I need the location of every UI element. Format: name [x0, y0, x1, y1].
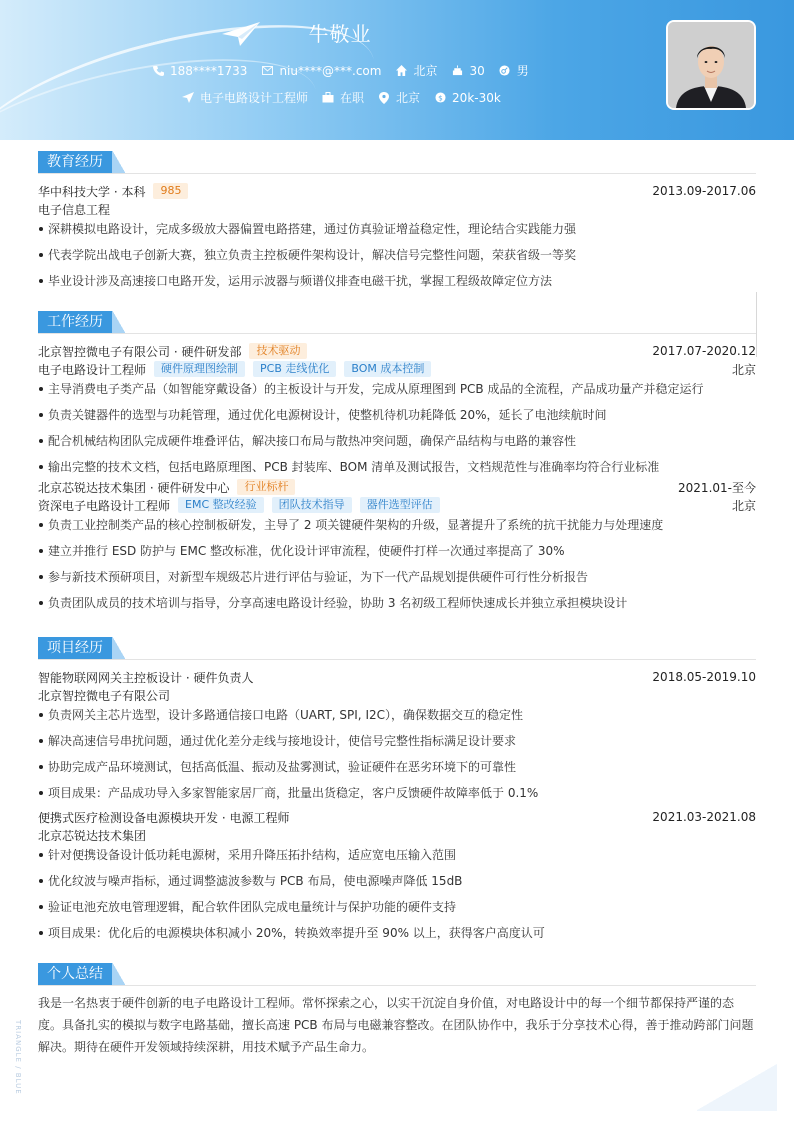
- section-title: 个人总结: [38, 963, 112, 985]
- avatar-portrait: [668, 22, 754, 108]
- project-date: 2018.05-2019.10: [652, 670, 756, 684]
- section-divider: [38, 333, 756, 334]
- list-item: 负责网关主芯片选型，设计多路通信接口电路（UART, SPI, I2C），确保数据交互的稳定性: [38, 704, 756, 730]
- gender-icon: [499, 65, 511, 77]
- expected-city-item: [378, 89, 420, 106]
- skill-tag: 团队技术指导: [272, 497, 352, 513]
- status-item: [322, 89, 364, 106]
- section-title-tail: [112, 963, 126, 985]
- section-divider: [38, 173, 756, 174]
- list-item: 毕业设计涉及高速接口电路开发，运用示波器与频谱仪排查电磁干扰，掌握工程级故障定位方法: [38, 270, 756, 296]
- cake-icon: [451, 65, 463, 77]
- email-text: niu****@***.com: [279, 63, 382, 78]
- job-entry: [38, 342, 756, 478]
- list-item: 解决高速信号串扰问题，通过优化差分走线与接地设计，使信号完整性指标满足设计要求: [38, 730, 756, 756]
- position-title: 电子电路设计工程师: [38, 362, 147, 377]
- section-title: 教育经历: [38, 151, 112, 173]
- list-item: 协助完成产品环境测试，包括高低温、振动及盐雾测试，验证硬件在恶劣环境下的可靠性: [38, 756, 756, 782]
- expected-city-text: 北京: [396, 91, 421, 105]
- summary-text: 我是一名热衷于硬件创新的电子电路设计工程师。常怀探索之心，以实干沉淀自身价值，对电路设计中的每一个细节都保持严谨的态度。具备扎实的模拟与数字电路基础，擅长高速 PCB 布局与电磁兼容整改。在团队协作中，我乐于分享技术心得，善于推动跨部门问题解决。期待在硬件开发领域持续深耕，用技术赋予产品生命力。: [38, 996, 754, 1054]
- list-item: 配合机械结构团队完成硬件堆叠评估，解决接口布局与散热冲突问题，确保产品结构与电路的兼容性: [38, 430, 756, 456]
- project-name: 智能物联网网关主控板设计 · 硬件负责人: [38, 670, 254, 685]
- education-section: [38, 150, 756, 296]
- school-name: 华中科技大学 · 本科: [38, 184, 146, 199]
- company-tag: 技术驱动: [249, 343, 307, 359]
- major: [38, 200, 756, 218]
- project-entry: [38, 808, 756, 948]
- job-location: 北京: [731, 498, 756, 513]
- education-heading: [38, 150, 756, 174]
- project-bullets: [38, 704, 756, 808]
- salary-text: 20k-30k: [452, 90, 501, 105]
- gender-text: 男: [516, 64, 529, 78]
- list-item: 项目成果：优化后的电源模块体积减小 20%，转换效率提升至 90% 以上，获得客户高度认可: [38, 922, 756, 948]
- section-title-tail: [112, 311, 126, 333]
- job-location: 北京: [731, 362, 756, 377]
- project-org: [38, 686, 756, 704]
- age-item: [451, 64, 484, 78]
- company-name: 北京智控微电子有限公司 · 硬件研发部: [38, 344, 242, 359]
- education-bullets: [38, 218, 756, 296]
- phone-icon: [152, 65, 164, 77]
- section-divider: [38, 659, 756, 660]
- briefcase-icon: [322, 92, 334, 104]
- skill-tag: PCB 走线优化: [253, 361, 336, 377]
- job-sub: [38, 360, 756, 378]
- section-title-tail: [112, 637, 126, 659]
- list-item: 参与新技术预研项目，对新型车规级芯片进行评估与验证，为下一代产品规划提供硬件可行性分析报告: [38, 566, 756, 592]
- work-section: [38, 310, 756, 618]
- contact-row: [152, 62, 543, 79]
- mail-icon: [261, 65, 273, 77]
- education-entry-head: [38, 182, 756, 200]
- job-head: [38, 342, 756, 360]
- projects-heading: [38, 636, 756, 660]
- svg-text:$: $: [437, 93, 443, 103]
- job-head: [38, 478, 756, 496]
- list-item: 输出完整的技术文档，包括电路原理图、PCB 封装库、BOM 清单及测试报告，文档规范性与准确率均符合行业标准: [38, 456, 756, 478]
- salary-item: [434, 91, 501, 105]
- location-icon: [378, 92, 390, 104]
- skill-tag: 硬件原理图绘制: [154, 361, 245, 377]
- list-item: 优化纹波与噪声指标，通过调整滤波参数与 PCB 布局，使电源噪声降低 15dB: [38, 870, 756, 896]
- project-head: [38, 668, 756, 686]
- home-icon: [395, 65, 407, 77]
- city-item: [395, 62, 437, 79]
- project-name: 便携式医疗检测设备电源模块开发 · 电源工程师: [38, 810, 290, 825]
- job-intent-row: [182, 89, 515, 106]
- candidate-name: 牛敬业: [308, 22, 372, 46]
- watermark-text: TRIANGLE / BLUE: [14, 1020, 22, 1095]
- project-head: [38, 808, 756, 826]
- email-item: [261, 64, 381, 78]
- city-text: 北京: [413, 64, 438, 78]
- section-title-tail: [112, 151, 126, 173]
- resume-header: [0, 0, 794, 140]
- status-text: 在职: [340, 91, 365, 105]
- job-date: 2017.07-2020.12: [652, 344, 756, 358]
- send-icon: [182, 92, 194, 104]
- list-item: 负责团队成员的技术培训与指导，分享高速电路设计经验，协助 3 名初级工程师快速成长并独立承担模块设计: [38, 592, 756, 618]
- job-bullets: [38, 514, 756, 618]
- project-org-text: 北京智控微电子有限公司: [38, 688, 171, 703]
- list-item: 负责关键器件的选型与功耗管理，通过优化电源树设计，使整机待机功耗降低 20%，延长了电池续航时间: [38, 404, 756, 430]
- position-title: 资深电子电路设计工程师: [38, 498, 171, 513]
- skill-tag: BOM 成本控制: [344, 361, 431, 377]
- project-entry: [38, 668, 756, 808]
- list-item: 项目成果：产品成功导入多家智能家居厂商，批量出货稳定，客户反馈硬件故障率低于 0.1%: [38, 782, 756, 808]
- work-heading: [38, 310, 756, 334]
- projects-section: [38, 636, 756, 948]
- project-org: [38, 826, 756, 844]
- job-title-text: 电子电路设计工程师: [200, 91, 309, 105]
- summary-heading: [38, 962, 756, 986]
- project-org-text: 北京芯锐达技术集团: [38, 828, 147, 843]
- list-item: 验证电池充放电管理逻辑，配合软件团队完成电量统计与保护功能的硬件支持: [38, 896, 756, 922]
- list-item: 建立并推行 ESD 防护与 EMC 整改标准，优化设计评审流程，使硬件打样一次通过率提高了 30%: [38, 540, 756, 566]
- company-tag: 行业标杆: [237, 479, 295, 495]
- project-date: 2021.03-2021.08: [652, 810, 756, 824]
- job-sub: [38, 496, 756, 514]
- phone-text: 188****1733: [170, 63, 248, 78]
- money-icon: [434, 92, 446, 104]
- list-item: 深耕模拟电路设计，完成多级放大器偏置电路搭建，通过仿真验证增益稳定性，理论结合实践能力强: [38, 218, 756, 244]
- job-entry: [38, 478, 756, 618]
- school-tag: 985: [153, 183, 188, 199]
- major-text: 电子信息工程: [38, 202, 111, 217]
- phone-item: [152, 64, 247, 78]
- age-text: 30: [469, 63, 485, 78]
- job-title-item: [182, 89, 308, 106]
- gender-item: [499, 62, 529, 79]
- project-bullets: [38, 844, 756, 948]
- section-title: 项目经历: [38, 637, 112, 659]
- list-item: 负责工业控制类产品的核心控制板研发，主导了 2 项关键硬件架构的升级，显著提升了系统的抗干扰能力与处理速度: [38, 514, 756, 540]
- list-item: 针对便携设备设计低功耗电源树，采用升降压拓扑结构，适应宽电压输入范围: [38, 844, 756, 870]
- list-item: 代表学院出战电子创新大赛，独立负责主控板硬件架构设计，解决信号完整性问题，荣获省级一等奖: [38, 244, 756, 270]
- job-bullets: [38, 378, 756, 478]
- corner-decoration: [697, 1063, 777, 1111]
- skill-tag: 器件选型评估: [360, 497, 440, 513]
- right-divider: [756, 292, 757, 357]
- job-date: 2021.01-至今: [678, 480, 756, 495]
- list-item: 主导消费电子类产品（如智能穿戴设备）的主板设计与开发，完成从原理图到 PCB 成品的全流程，产品成功量产并稳定运行: [38, 378, 756, 404]
- section-divider: [38, 985, 756, 986]
- section-title: 工作经历: [38, 311, 112, 333]
- summary-section: [38, 962, 756, 1058]
- company-name: 北京芯锐达技术集团 · 硬件研发中心: [38, 480, 230, 495]
- skill-tag: EMC 整改经验: [178, 497, 264, 513]
- education-date: 2013.09-2017.06: [652, 184, 756, 198]
- avatar: [666, 20, 756, 110]
